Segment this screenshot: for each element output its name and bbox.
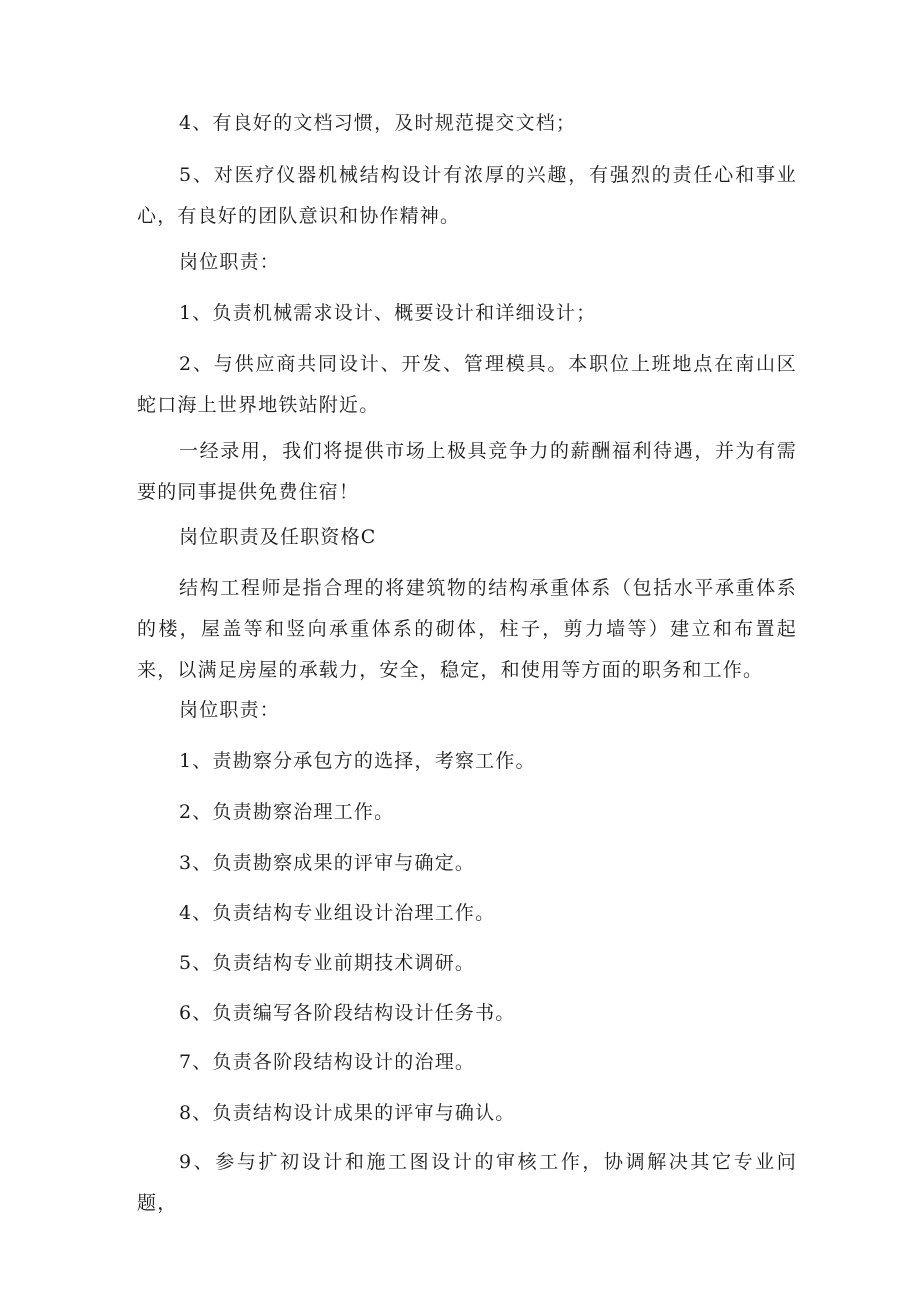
list-item: 5、负责结构专业前期技术调研。 [179, 952, 476, 974]
section-heading: 岗位职责： [179, 251, 281, 273]
paragraph: 2、与供应商共同设计、开发、管理模具。本职位上班地点在南山区蛇口海上世界地铁站附近。 [137, 353, 797, 416]
list-item: 4、负责结构专业组设计治理工作。 [179, 902, 496, 924]
paragraph: 一经录用，我们将提供市场上极具竞争力的薪酬福利待遇，并为有需要的同事提供免费住宿！ [137, 440, 797, 503]
list-item: 3、负责勘察成果的评审与确定。 [179, 852, 476, 874]
paragraph: 4、有良好的文档习惯，及时规范提交文档； [179, 112, 577, 134]
section-heading: 岗位职责： [179, 699, 281, 721]
list-item: 2、负责勘察治理工作。 [179, 801, 395, 823]
section-heading: 岗位职责及任职资格C [179, 526, 377, 548]
paragraph: 1、负责机械需求设计、概要设计和详细设计； [179, 302, 597, 324]
list-item: 8、负责结构设计成果的评审与确认。 [179, 1102, 516, 1124]
list-item: 9、参与扩初设计和施工图设计的审核工作，协调解决其它专业问题， [137, 1151, 797, 1214]
paragraph: 结构工程师是指合理的将建筑物的结构承重体系（包括水平承重体系的楼，屋盖等和竖向承重体系的砌体，柱子，剪力墙等）建立和布置起来，以满足房屋的承载力，安全，稳定，和使用等方面的职务和工作。 [137, 577, 797, 681]
paragraph: 5、对医疗仪器机械结构设计有浓厚的兴趣，有强烈的责任心和事业心，有良好的团队意识和协作精神。 [137, 164, 797, 227]
list-item: 1、责勘察分承包方的选择，考察工作。 [179, 750, 536, 772]
list-item: 7、负责各阶段结构设计的治理。 [179, 1051, 476, 1073]
list-item: 6、负责编写各阶段结构设计任务书。 [179, 1002, 516, 1024]
